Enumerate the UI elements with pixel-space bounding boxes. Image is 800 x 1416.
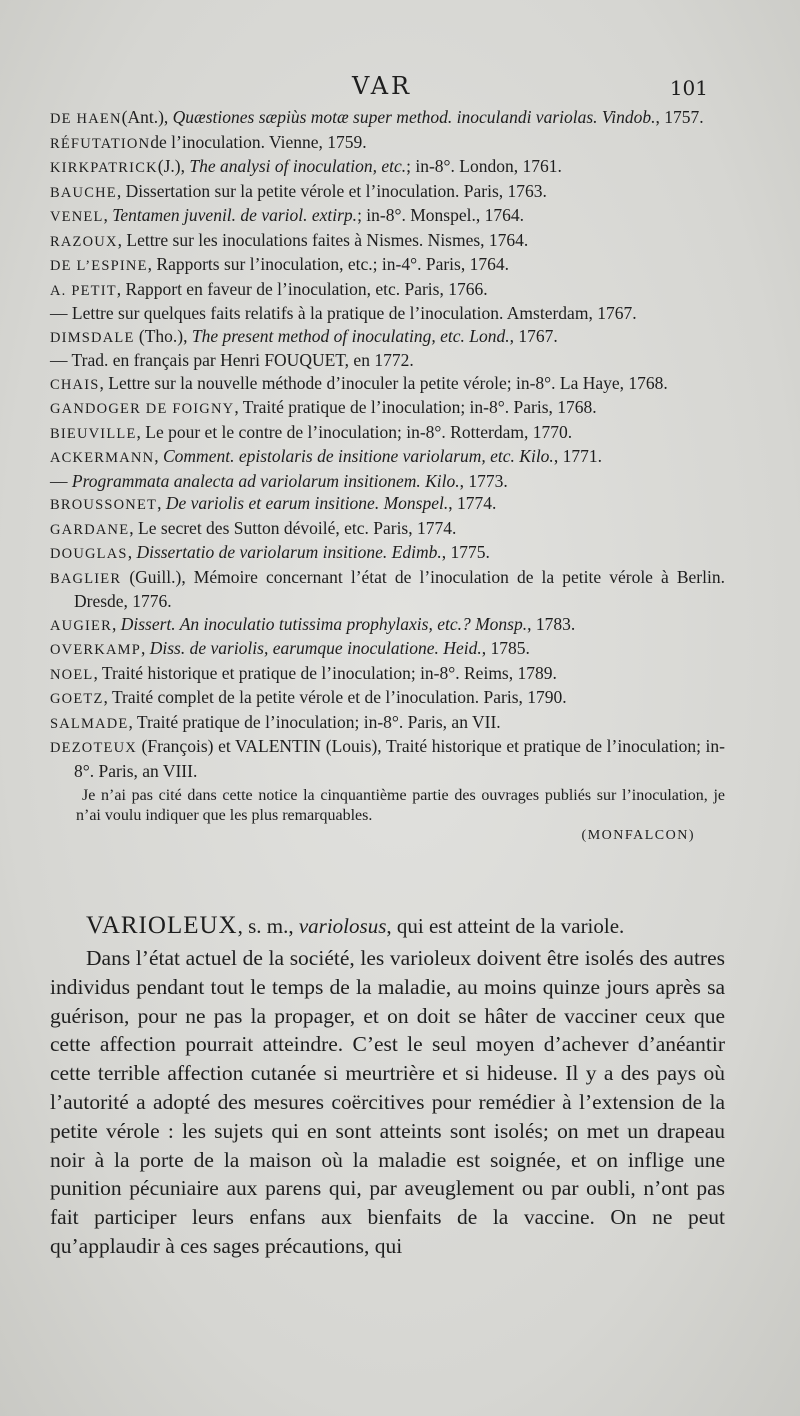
entry-text: (Tho.),	[134, 325, 192, 346]
article-heading	[50, 912, 725, 940]
bibliography-entry	[50, 566, 725, 613]
bibliography-entry	[50, 445, 725, 470]
definition-pre: , s. m.,	[237, 914, 299, 938]
bibliography-entry	[50, 131, 725, 156]
entry-title: Dissert. An inoculatio tutissima prophylaxis, etc.? Monsp.	[120, 613, 528, 634]
entry-title: Tentamen juvenil. de variol. extirp.	[112, 205, 358, 225]
entry-author: RÉFUTATION	[50, 135, 151, 152]
entry-text: ,	[154, 446, 163, 466]
bibliography-entry	[50, 325, 725, 350]
bibliography-entry	[50, 302, 725, 325]
entry-tail: , 1783.	[527, 613, 576, 634]
entry-title: The present method of inoculating, etc. Lond.	[191, 325, 510, 346]
author-signature: (MONFALCON)	[581, 828, 695, 843]
author-note: Je n’ai pas cité dans cette notice la cinquantième partie des ouvrages publiés sur l’inoculation, je n’ai voulu indiquer que les plus remarquables.	[76, 787, 725, 824]
bibliography-entry	[50, 253, 725, 278]
entry-title: Diss. de variolis, earumque inoculatione. Heid.	[149, 638, 482, 658]
entry-tail: ; in-8°. Monspel., 1764.	[357, 205, 524, 225]
entry-text: , Traité historique et pratique de l’inoculation; in-8°. Reims, 1789.	[93, 662, 557, 683]
bibliography-entry	[50, 229, 725, 254]
entry-author: GOETZ	[50, 691, 104, 707]
entry-tail: , 1773.	[459, 470, 508, 491]
entry-author: BROUSSONET	[50, 497, 158, 513]
bibliography-entry	[50, 106, 725, 131]
entry-text: — Lettre sur quelques faits relatifs à la pratique de l’inoculation. Amsterdam, 1767.	[50, 303, 637, 323]
entry-author: SALMADE	[50, 715, 129, 732]
dictionary-article	[50, 912, 725, 1261]
entry-author: GARDANE	[50, 521, 130, 538]
entry-text: —	[50, 470, 72, 491]
entry-author: DE HAEN	[50, 111, 122, 127]
entry-tail: , 1767.	[509, 325, 558, 346]
entry-text: ,	[111, 613, 121, 634]
entry-author: BAGLIER	[50, 570, 122, 587]
bibliography-entry	[50, 421, 725, 446]
entry-text: ,	[103, 205, 113, 225]
entry-title: Dissertatio de variolarum insitione. Edimb.	[136, 542, 442, 562]
entry-author: CHAIS	[50, 376, 100, 393]
entry-text: (François) et VALENTIN (Louis), Traité historique et pratique de l’inoculation; in-8°. Paris, an VIII.	[74, 736, 725, 781]
bibliography-entry	[50, 492, 725, 517]
bibliography-entry	[50, 349, 725, 372]
bibliography-entry	[50, 662, 725, 687]
entry-author: DIMSDALE	[50, 329, 135, 346]
headword: VARIOLEUX	[86, 912, 238, 939]
entry-text: , Le pour et le contre de l’inoculation; in-8°. Rotterdam, 1770.	[136, 421, 573, 442]
bibliography-entry	[50, 735, 725, 782]
entry-text: , Dissertation sur la petite vérole et l’inoculation. Paris, 1763.	[116, 180, 547, 201]
entry-title: Programmata analecta ad variolarum insitionem. Kilo.	[71, 470, 460, 491]
entry-author: BIEUVILLE	[50, 425, 137, 442]
entry-title: Quæstiones sæpiùs motæ super method. inoculandi variolas. Vindob.	[172, 107, 656, 127]
entry-author: VENEL	[50, 209, 104, 225]
entry-tail: , 1771.	[553, 446, 602, 466]
entry-text: , Lettre sur la nouvelle méthode d’inoculer la petite vérole; in-8°. La Haye, 1768.	[99, 372, 668, 393]
entry-text: , Traité complet de la petite vérole et de l’inoculation. Paris, 1790.	[103, 687, 567, 707]
bibliography-entry	[50, 470, 725, 493]
entry-author: BAUCHE	[50, 184, 117, 201]
entry-tail: ; in-8°. London, 1761.	[406, 156, 562, 176]
running-title: VAR	[352, 72, 413, 100]
entry-text: — Trad. en français par Henri FOUQUET, en 1772.	[50, 350, 414, 370]
entry-title: Comment. epistolaris de insitione variolarum, etc. Kilo.	[163, 446, 554, 466]
entry-text: (Guill.), Mémoire concernant l’état de l’inoculation de la petite vérole à Berlin. Dresde, 1776.	[74, 566, 725, 611]
entry-author: RAZOUX	[50, 233, 118, 250]
entry-author: A. PETIT	[50, 282, 117, 299]
bibliography-entry	[50, 517, 725, 542]
entry-author: OVERKAMP	[50, 642, 141, 658]
entry-text: (J.),	[157, 156, 190, 176]
entry-text: ,	[140, 638, 150, 658]
bibliography-entry	[50, 541, 725, 566]
bibliography-entry	[50, 711, 725, 736]
bibliography-entry	[50, 204, 725, 229]
bibliography-entry	[50, 180, 725, 205]
entry-tail: , 1775.	[441, 542, 490, 562]
entry-text: , Lettre sur les inoculations faites à Nismes. Nismes, 1764.	[117, 229, 529, 250]
page-number: 101	[669, 76, 708, 100]
bibliography-entry	[50, 613, 725, 638]
entry-tail: , 1785.	[481, 638, 530, 658]
entry-author: GANDOGER DE FOIGNY	[50, 401, 235, 417]
entry-text: , Rapports sur l’inoculation, etc.; in-4°. Paris, 1764.	[147, 254, 509, 274]
entry-text: , Rapport en faveur de l’inoculation, etc. Paris, 1766.	[116, 278, 488, 299]
entry-text: , Traité pratique de l’inoculation; in-8°. Paris, an VII.	[128, 711, 501, 732]
bibliography-entry	[50, 278, 725, 303]
bibliography-entry	[50, 155, 725, 180]
bibliography-entry	[50, 686, 725, 711]
entry-text: ,	[127, 542, 137, 562]
entry-author: DE L’ESPINE	[50, 258, 148, 274]
entry-author: NOEL	[50, 666, 94, 683]
entry-author: DEZOTEUX	[50, 740, 137, 756]
page-header	[0, 72, 800, 102]
entry-author: ACKERMANN	[50, 450, 155, 466]
entry-text: , Traité pratique de l’inoculation; in-8°. Paris, 1768.	[234, 397, 597, 417]
definition-post: , qui est atteint de la variole.	[386, 914, 625, 938]
entry-author: DOUGLAS	[50, 546, 128, 562]
entry-text: (Ant.),	[121, 107, 173, 127]
bibliography-entry	[50, 372, 725, 397]
entry-text: , Le secret des Sutton dévoilé, etc. Paris, 1774.	[129, 517, 457, 538]
bibliography-entry	[50, 637, 725, 662]
definition-latin: variolosus	[298, 914, 387, 938]
bibliography-entries	[50, 106, 725, 782]
entry-text: de l’inoculation. Vienne, 1759.	[150, 131, 367, 152]
entry-author: AUGIER	[50, 617, 112, 634]
entry-author: KIRKPATRICK	[50, 160, 158, 176]
bibliography-list	[50, 106, 725, 844]
entry-tail: , 1774.	[448, 493, 497, 513]
bibliography-entry	[50, 396, 725, 421]
entry-title: The analysi of inoculation, etc.	[189, 156, 407, 176]
entry-text: ,	[157, 493, 166, 513]
article-body: Dans l’état actuel de la société, les varioleux doivent être isolés des autres individus pendant tout le temps de la maladie, au moins quinze jours après sa guérison, pour ne pas la propager, et on doit se hâter de vacciner ceux que cette affection pourrait atteindre. C’est le seul moyen d’achever d’anéantir cette terrible affection cutanée si meurtrière et si hideuse. Il y a des pays où l’autorité a adopté des mesures coërcitives pour remédier à l’extension de la petite vérole : les sujets qui en sont atteints sont isolés; on met un drapeau noir à la porte de la maison où la maladie est soignée, et on inflige une punition pécuniaire aux parens qui, par aveuglement ou par oubli, n’ont pas fait participer leurs enfans aux bienfaits de la vaccine. On ne peut qu’applaudir à ces sages précautions, qui	[50, 946, 725, 1258]
entry-title: De variolis et earum insitione. Monspel.	[165, 493, 449, 513]
entry-tail: , 1757.	[655, 107, 704, 127]
